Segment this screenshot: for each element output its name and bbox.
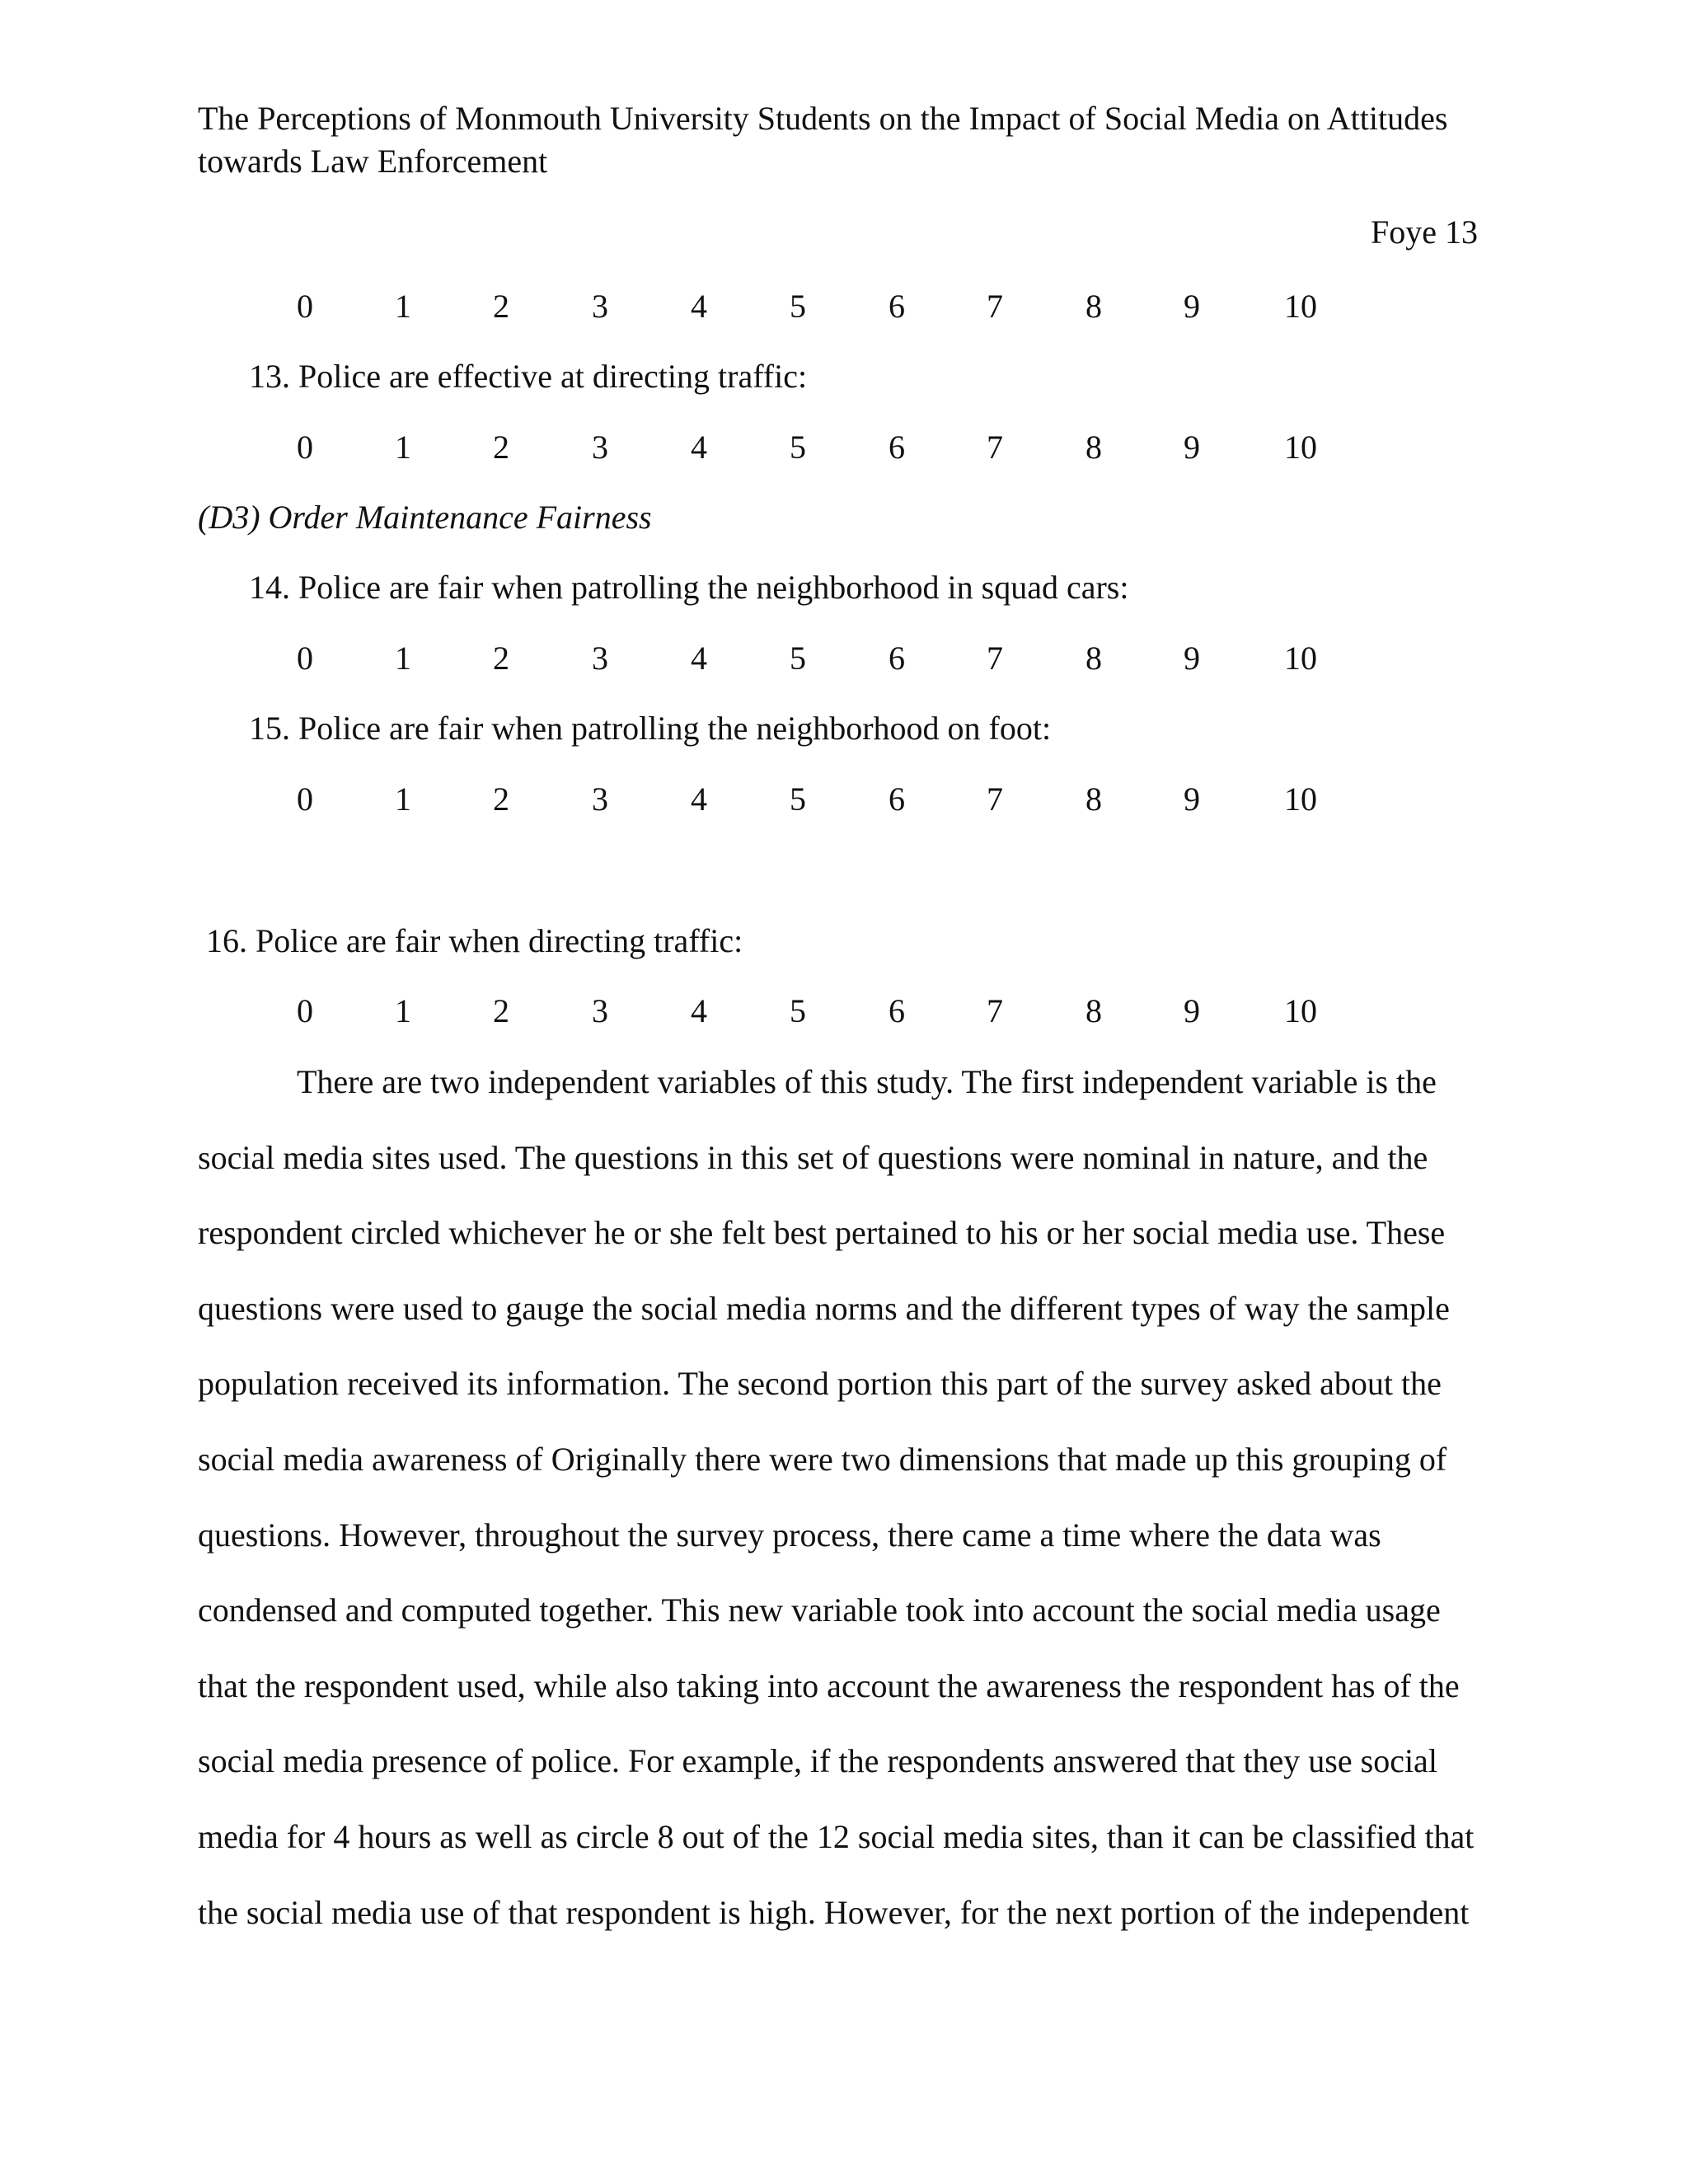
scale-value-8: 8 (1085, 429, 1102, 466)
scale-value-1: 1 (395, 288, 411, 325)
paragraph-line: questions were used to gauge the social media norms and the different types of way the sample (198, 1289, 1450, 1327)
scale-value-3: 3 (592, 288, 608, 325)
scale-value-6: 6 (889, 780, 905, 818)
scale-value-2: 2 (493, 288, 509, 325)
rating-scale-q14 (0, 637, 1688, 680)
scale-value-6: 6 (889, 429, 905, 466)
scale-value-7: 7 (987, 780, 1003, 818)
scale-value-1: 1 (395, 640, 411, 677)
scale-value-6: 6 (889, 640, 905, 677)
scale-value-2: 2 (493, 780, 509, 818)
rating-scale-q12 (0, 285, 1688, 328)
scale-value-8: 8 (1085, 640, 1102, 677)
scale-value-9: 9 (1184, 640, 1200, 677)
question-13: 13. Police are effective at directing traffic: (249, 358, 808, 395)
section-heading-d3: (D3) Order Maintenance Fairness (198, 499, 652, 536)
rating-scale-q13 (0, 426, 1688, 469)
scale-value-10: 10 (1284, 780, 1317, 818)
scale-value-3: 3 (592, 780, 608, 818)
scale-value-0: 0 (297, 288, 313, 325)
scale-value-5: 5 (790, 992, 806, 1029)
page-number: Foye 13 (1371, 213, 1478, 251)
scale-value-3: 3 (592, 429, 608, 466)
scale-value-3: 3 (592, 640, 608, 677)
scale-value-9: 9 (1184, 288, 1200, 325)
paragraph-line: media for 4 hours as well as circle 8 out of the 12 social media sites, than it can be classified that (198, 1817, 1475, 1855)
paragraph-line: social media sites used. The questions in this set of questions were nominal in nature, and the (198, 1138, 1428, 1176)
scale-value-0: 0 (297, 429, 313, 466)
paragraph-line: social media awareness of Originally there were two dimensions that made up this grouping of (198, 1440, 1447, 1478)
scale-value-4: 4 (691, 780, 707, 818)
rating-scale-q15 (0, 778, 1688, 821)
scale-value-8: 8 (1085, 780, 1102, 818)
paragraph-line: There are two independent variables of this study. The first independent variable is the (297, 1063, 1437, 1100)
scale-value-6: 6 (889, 992, 905, 1029)
scale-value-7: 7 (987, 288, 1003, 325)
scale-value-7: 7 (987, 992, 1003, 1029)
scale-value-5: 5 (790, 780, 806, 818)
scale-value-0: 0 (297, 780, 313, 818)
question-16: 16. Police are fair when directing traffic: (206, 922, 743, 959)
scale-value-1: 1 (395, 992, 411, 1029)
scale-value-7: 7 (987, 429, 1003, 466)
scale-value-10: 10 (1284, 992, 1317, 1029)
scale-value-8: 8 (1085, 992, 1102, 1029)
scale-value-0: 0 (297, 640, 313, 677)
rating-scale-q16 (0, 990, 1688, 1033)
scale-value-4: 4 (691, 992, 707, 1029)
question-15: 15. Police are fair when patrolling the neighborhood on foot: (249, 710, 1052, 747)
scale-value-6: 6 (889, 288, 905, 325)
paragraph-line: condensed and computed together. This new variable took into account the social media usage (198, 1591, 1441, 1629)
scale-value-5: 5 (790, 640, 806, 677)
running-header: The Perceptions of Monmouth University Students on the Impact of Social Media on Attitudes towards Law Enforcement (198, 100, 1448, 180)
scale-value-9: 9 (1184, 992, 1200, 1029)
scale-value-1: 1 (395, 780, 411, 818)
scale-value-8: 8 (1085, 288, 1102, 325)
question-14: 14. Police are fair when patrolling the neighborhood in squad cars: (249, 569, 1129, 606)
scale-value-2: 2 (493, 992, 509, 1029)
scale-value-4: 4 (691, 288, 707, 325)
scale-value-2: 2 (493, 429, 509, 466)
paragraph-line: the social media use of that respondent is high. However, for the next portion of the independent (198, 1893, 1470, 1931)
scale-value-3: 3 (592, 992, 608, 1029)
scale-value-5: 5 (790, 288, 806, 325)
scale-value-0: 0 (297, 992, 313, 1029)
scale-value-10: 10 (1284, 640, 1317, 677)
paragraph-line: population received its information. The second portion this part of the survey asked about the (198, 1365, 1442, 1403)
scale-value-1: 1 (395, 429, 411, 466)
scale-value-7: 7 (987, 640, 1003, 677)
body-paragraph (198, 1061, 1492, 1966)
paragraph-line: questions. However, throughout the survey process, there came a time where the data was (198, 1516, 1381, 1554)
scale-value-9: 9 (1184, 429, 1200, 466)
paragraph-line: respondent circled whichever he or she felt best pertained to his or her social media use. These (198, 1214, 1446, 1252)
scale-value-2: 2 (493, 640, 509, 677)
scale-value-10: 10 (1284, 288, 1317, 325)
paragraph-line: social media presence of police. For example, if the respondents answered that they use social (198, 1742, 1437, 1780)
scale-value-9: 9 (1184, 780, 1200, 818)
scale-value-10: 10 (1284, 429, 1317, 466)
scale-value-4: 4 (691, 429, 707, 466)
scale-value-4: 4 (691, 640, 707, 677)
scale-value-5: 5 (790, 429, 806, 466)
paragraph-line: that the respondent used, while also taking into account the awareness the respondent has of the (198, 1666, 1460, 1704)
